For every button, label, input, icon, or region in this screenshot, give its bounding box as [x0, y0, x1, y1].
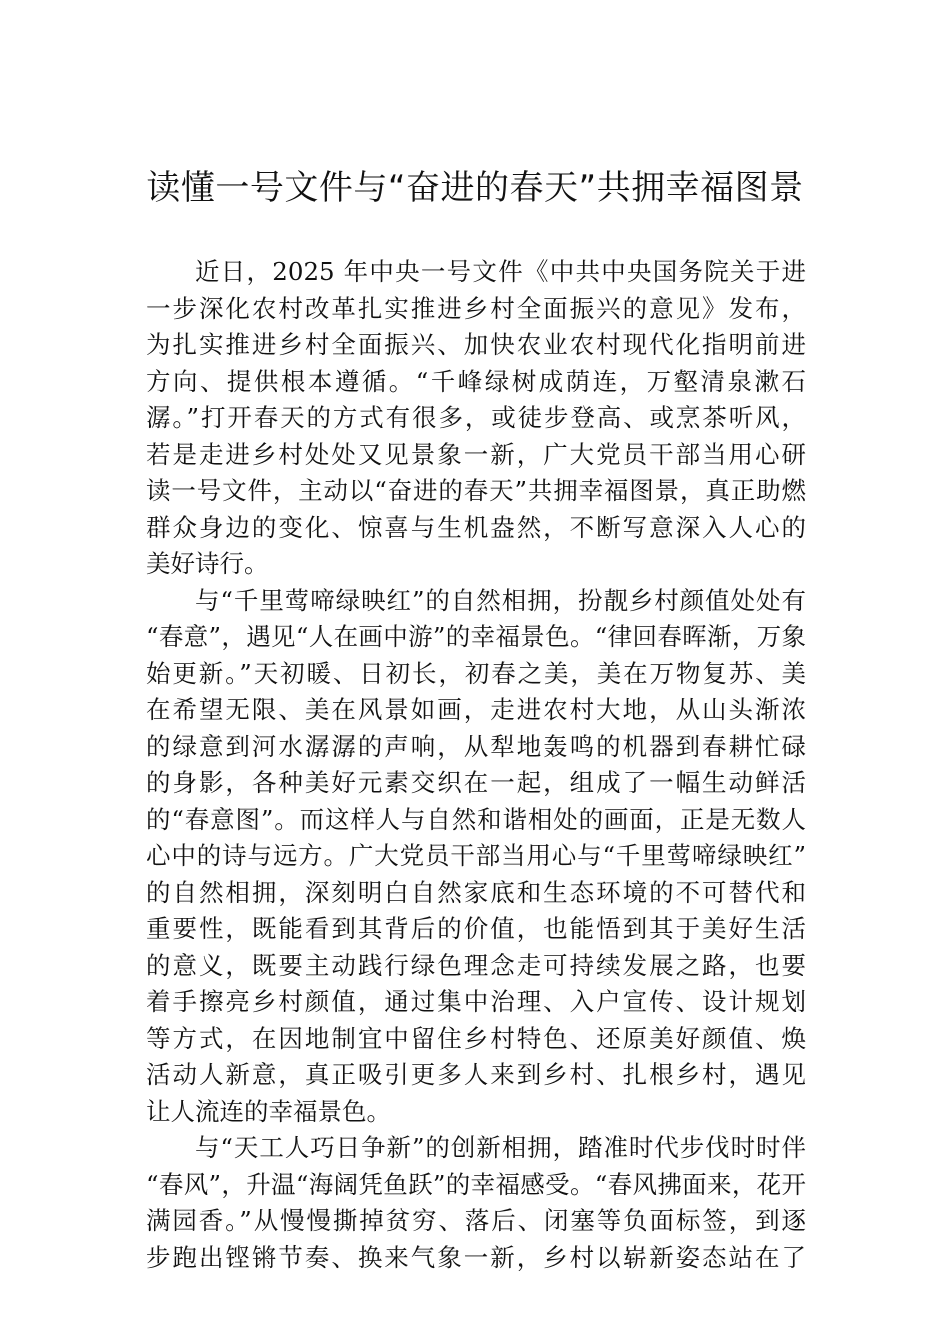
paragraph-1: [146, 254, 806, 583]
text-line: 群众身边的变化、惊喜与生机盎然，不断写意深入人心的: [146, 512, 806, 542]
text-line: 等方式，在因地制宜中留住乡村特色、还原美好颜值、焕: [146, 1023, 806, 1053]
text-line: 与“天工人巧日争新”的创新相拥，踏准时代步伐时时伴: [195, 1133, 806, 1162]
text-line: 近日，2025 年中央一号文件《中共中央国务院关于进: [195, 257, 806, 286]
text-line: 潺。”打开春天的方式有很多，或徒步登高、或烹茶听风，: [146, 403, 806, 432]
text-line: 重要性，既能看到其背后的价值，也能悟到其于美好生活: [146, 914, 806, 943]
text-line: 的“春意图”。而这样人与自然和谐相处的画面，正是无数人: [146, 804, 806, 834]
text-line: 方向、提供根本遵循。“千峰绿树成荫连，万壑清泉漱石: [146, 366, 806, 396]
text-line: 心中的诗与远方。广大党员干部当用心与“千里莺啼绿映红”: [146, 841, 806, 870]
text-line: “春意”，遇见“人在画中游”的幸福景色。“律回春晖渐，万象: [146, 622, 806, 651]
text-line: 步跑出铿锵节奏、换来气象一新，乡村以崭新姿态站在了: [146, 1242, 806, 1272]
text-line: 始更新。”天初暖、日初长，初春之美，美在万物复苏、美: [146, 658, 806, 688]
text-line: 满园香。”从慢慢撕掉贫穷、落后、闭塞等负面标签，到逐: [146, 1206, 806, 1235]
text-line: 若是走进乡村处处又见景象一新，广大党员干部当用心研: [146, 439, 806, 469]
text-line: 一步深化农村改革扎实推进乡村全面振兴的意见》发布，: [146, 293, 806, 323]
document-body: [146, 254, 806, 1276]
text-line: 着手擦亮乡村颜值，通过集中治理、入户宣传、设计规划: [146, 987, 806, 1016]
paragraph-3: [146, 1130, 806, 1276]
paragraph-2: [146, 583, 806, 1131]
text-line: 在希望无限、美在风景如画，走进农村大地，从山头渐浓: [146, 695, 806, 724]
text-line: 的身影，各种美好元素交织在一起，组成了一幅生动鲜活: [146, 768, 806, 797]
text-line: 与“千里莺啼绿映红”的自然相拥，扮靓乡村颜值处处有: [195, 585, 806, 615]
text-line: 为扎实推进乡村全面振兴、加快农业农村现代化指明前进: [146, 330, 806, 359]
text-line: 的绿意到河水潺潺的声响，从犁地轰鸣的机器到春耕忙碌: [146, 731, 806, 761]
text-line: 的意义，既要主动践行绿色理念走可持续发展之路，也要: [146, 950, 806, 980]
text-line: 读一号文件，主动以“奋进的春天”共拥幸福图景，真正助燃: [146, 476, 806, 505]
text-line: 美好诗行。: [146, 549, 269, 578]
text-line: 让人流连的幸福景色。: [146, 1096, 391, 1126]
document-title: 读懂一号文件与“奋进的春天”共拥幸福图景: [146, 168, 804, 208]
text-line: “春风”，升温“海阔凭鱼跃”的幸福感受。“春风拂面来，花开: [146, 1169, 806, 1199]
text-line: 活动人新意，真正吸引更多人来到乡村、扎根乡村，遇见: [146, 1060, 806, 1089]
text-line: 的自然相拥，深刻明白自然家底和生态环境的不可替代和: [146, 877, 806, 907]
